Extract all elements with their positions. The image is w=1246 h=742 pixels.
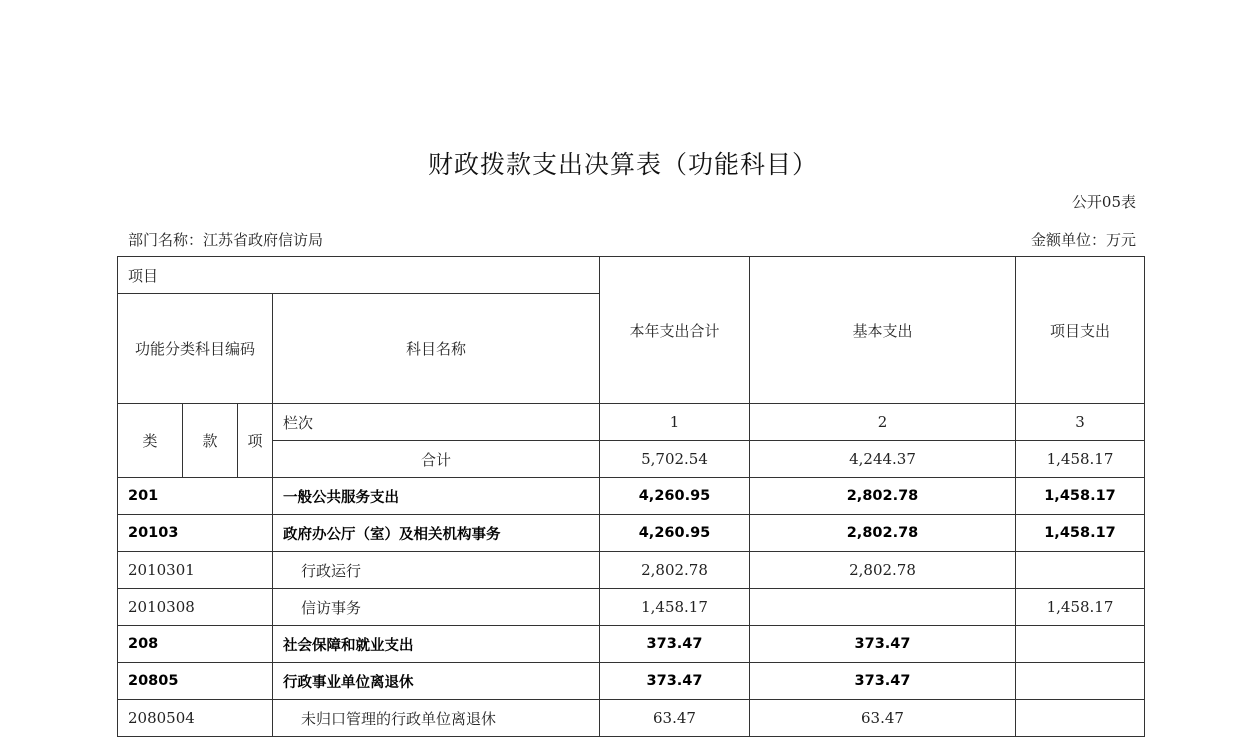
department-name: 部门名称：江苏省政府信访局: [128, 231, 324, 249]
row-total: 63.47: [600, 700, 750, 737]
header-basic: 基本支出: [750, 257, 1016, 404]
column-label: 栏次: [273, 404, 600, 441]
row-project: 1,458.17: [1016, 478, 1145, 515]
column-number-3: 3: [1016, 404, 1145, 441]
row-name: 一般公共服务支出: [273, 478, 600, 515]
header-code: 功能分类科目编码: [118, 294, 273, 404]
row-name: 行政运行: [273, 552, 600, 589]
summary-basic: 4,244.37: [750, 441, 1016, 478]
column-number-1: 1: [600, 404, 750, 441]
table-row: [118, 478, 1145, 515]
column-number-2: 2: [750, 404, 1016, 441]
row-project: [1016, 663, 1145, 700]
header-lei: 类: [118, 404, 183, 478]
row-code: 2010308: [118, 589, 273, 626]
row-basic: 2,802.78: [750, 552, 1016, 589]
row-basic: 373.47: [750, 663, 1016, 700]
row-name: 社会保障和就业支出: [273, 626, 600, 663]
row-code: 2080504: [118, 700, 273, 737]
header-item: 项目: [118, 257, 600, 294]
row-code: 2010301: [118, 552, 273, 589]
row-basic: 2,802.78: [750, 478, 1016, 515]
row-project: [1016, 626, 1145, 663]
row-total: 373.47: [600, 626, 750, 663]
row-total: 4,260.95: [600, 478, 750, 515]
row-code: 201: [118, 478, 273, 515]
row-code: 20805: [118, 663, 273, 700]
row-name: 政府办公厅（室）及相关机构事务: [273, 515, 600, 552]
row-basic: 63.47: [750, 700, 1016, 737]
amount-unit: 金额单位：万元: [1030, 231, 1136, 249]
table-number: 公开05表: [1071, 193, 1136, 211]
summary-project: 1,458.17: [1016, 441, 1145, 478]
row-basic: [750, 589, 1016, 626]
header-total: 本年支出合计: [600, 257, 750, 404]
expenditure-table: [117, 256, 1145, 737]
header-kuan: 款: [183, 404, 238, 478]
page-title: 财政拨款支出决算表（功能科目）: [427, 150, 818, 179]
row-name: 信访事务: [273, 589, 600, 626]
row-code: 20103: [118, 515, 273, 552]
row-basic: 2,802.78: [750, 515, 1016, 552]
row-project: 1,458.17: [1016, 515, 1145, 552]
table-row: [118, 626, 1145, 663]
summary-total: 5,702.54: [600, 441, 750, 478]
header-name: 科目名称: [273, 294, 600, 404]
header-project: 项目支出: [1016, 257, 1145, 404]
row-name: 未归口管理的行政单位离退休: [273, 700, 600, 737]
row-project: [1016, 552, 1145, 589]
summary-label: 合计: [273, 441, 600, 478]
table-row: [118, 700, 1145, 737]
row-code: 208: [118, 626, 273, 663]
row-total: 373.47: [600, 663, 750, 700]
row-name: 行政事业单位离退休: [273, 663, 600, 700]
table-row: [118, 515, 1145, 552]
row-total: 2,802.78: [600, 552, 750, 589]
table-row: [118, 589, 1145, 626]
row-total: 4,260.95: [600, 515, 750, 552]
row-project: [1016, 700, 1145, 737]
table-row: [118, 663, 1145, 700]
row-project: 1,458.17: [1016, 589, 1145, 626]
table-row: [118, 552, 1145, 589]
header-xiang: 项: [238, 404, 273, 478]
row-basic: 373.47: [750, 626, 1016, 663]
row-total: 1,458.17: [600, 589, 750, 626]
